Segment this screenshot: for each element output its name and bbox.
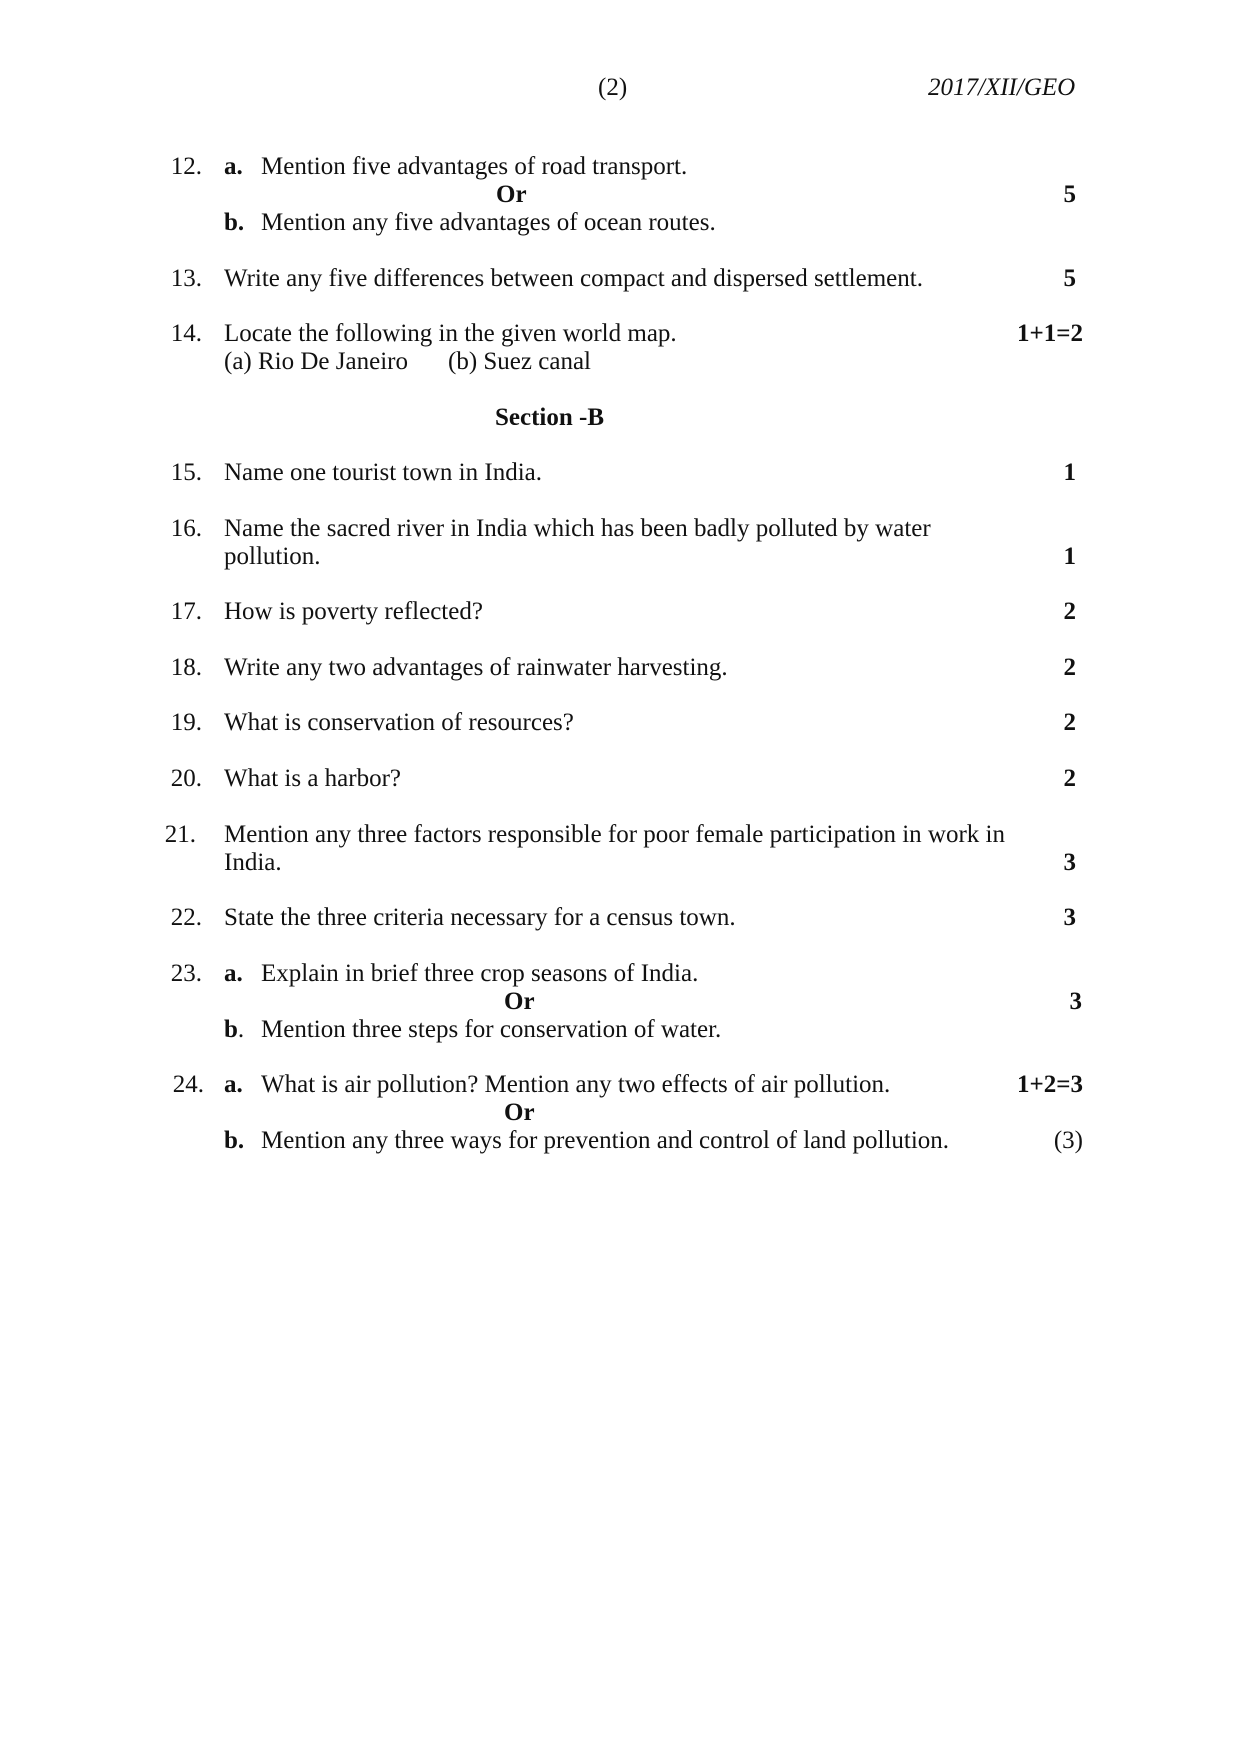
question-marks: 3 — [1063, 849, 1076, 876]
option-b-text: (b) Suez canal — [448, 348, 591, 375]
option-a-text: Explain in brief three crop seasons of India. — [261, 960, 699, 987]
option-b-text: Mention any five advantages of ocean routes. — [261, 209, 716, 236]
option-a-label: a. — [224, 1071, 243, 1098]
question-number: 18. — [170, 654, 202, 681]
option-b-letter: b — [224, 1016, 238, 1043]
option-b-label — [224, 1014, 244, 1045]
question-number: 16. — [170, 515, 202, 542]
question-marks: 3 — [1063, 904, 1076, 931]
question-marks: 1 — [1063, 543, 1076, 570]
question-text: What is conservation of resources? — [224, 709, 574, 736]
question-number: 13. — [170, 265, 202, 292]
question-marks: 2 — [1063, 765, 1076, 792]
question-number: 14. — [170, 320, 202, 347]
or-separator: Or — [504, 988, 535, 1015]
question-number: 12. — [170, 153, 202, 180]
question-marks: 2 — [1063, 709, 1076, 736]
question-text-line-2: pollution. — [224, 543, 321, 570]
page-number: (2) — [598, 74, 628, 101]
question-marks: 5 — [1063, 181, 1076, 208]
or-separator: Or — [496, 181, 527, 208]
option-b-marks: (3) — [1053, 1127, 1083, 1154]
option-a-text: Mention five advantages of road transport. — [261, 153, 688, 180]
question-marks: 1+1=2 — [1017, 320, 1083, 347]
option-b-text: Mention any three ways for prevention and control of land pollution. — [261, 1127, 950, 1154]
paper-code: 2017/XII/GEO — [928, 74, 1076, 101]
question-text-line-1: Mention any three factors responsible for poor female participation in work in — [224, 821, 1006, 848]
question-number: 23. — [170, 960, 202, 987]
question-marks: 2 — [1063, 654, 1076, 681]
question-number: 22. — [170, 904, 202, 931]
question-number: 15. — [170, 459, 202, 486]
question-text: How is poverty reflected? — [224, 598, 483, 625]
question-text: What is a harbor? — [224, 765, 402, 792]
question-number: 17. — [170, 598, 202, 625]
or-separator: Or — [504, 1099, 535, 1126]
question-text: Write any five differences between compact and dispersed settlement. — [224, 265, 923, 292]
question-marks: 3 — [1069, 988, 1082, 1015]
option-a-label: a. — [224, 153, 243, 180]
option-a-label: a. — [224, 960, 243, 987]
question-number: 24. — [172, 1071, 204, 1098]
question-text: State the three criteria necessary for a census town. — [224, 904, 736, 931]
question-marks: 2 — [1063, 598, 1076, 625]
option-a-text: What is air pollution? Mention any two effects of air pollution. — [261, 1071, 891, 1098]
question-number: 19. — [170, 709, 202, 736]
option-a-marks: 1+2=3 — [1017, 1071, 1083, 1098]
option-b-label: b. — [224, 209, 245, 236]
option-b-text: Mention three steps for conservation of water. — [261, 1016, 722, 1043]
question-text-line-1: Name the sacred river in India which has been badly polluted by water — [224, 515, 931, 542]
question-number: 20. — [170, 765, 202, 792]
question-text: Write any two advantages of rainwater harvesting. — [224, 654, 728, 681]
question-marks: 1 — [1063, 459, 1076, 486]
option-a-text: (a) Rio De Janeiro — [224, 348, 408, 375]
question-text: Name one tourist town in India. — [224, 459, 542, 486]
section-heading: Section -B — [495, 404, 605, 431]
question-text: Locate the following in the given world map. — [224, 320, 677, 347]
option-b-label: b. — [224, 1127, 245, 1154]
question-text-line-2: India. — [224, 849, 282, 876]
option-b-dot: . — [237, 1016, 245, 1043]
question-number: 21. — [164, 821, 196, 848]
question-marks: 5 — [1063, 265, 1076, 292]
